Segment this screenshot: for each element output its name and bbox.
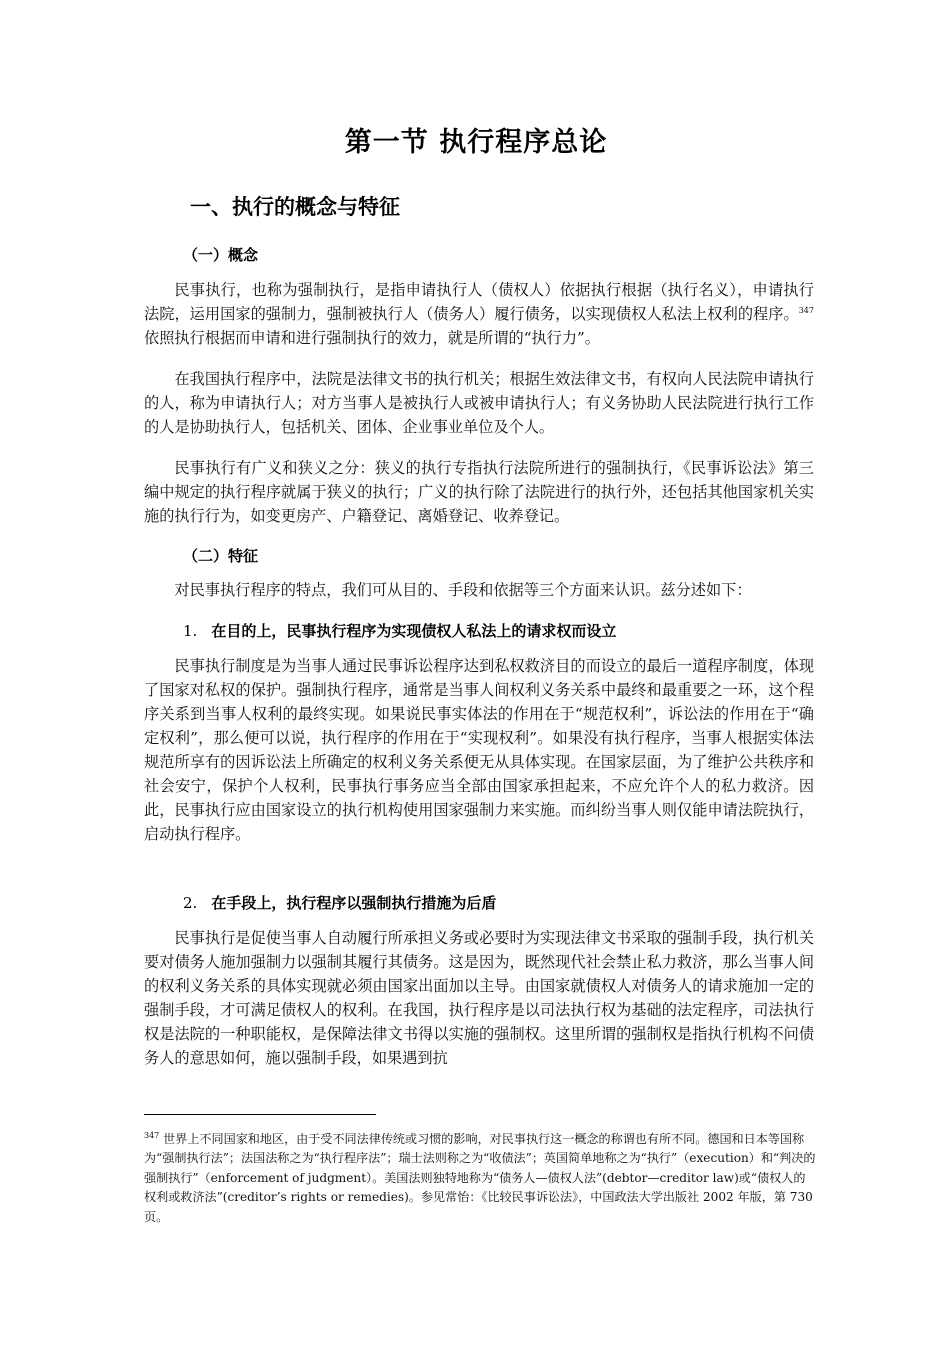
footnote xyxy=(144,1130,816,1227)
paragraph-definition xyxy=(144,278,814,350)
paragraph-execution-organs: 在我国执行程序中，法院是法律文书的执行机关；根据生效法律文书，有权向人民法院申请执行的人，称为申请执行人；对方当事人是被执行人或被申请执行人；有义务协助人民法院进行执行工作的人是协助执行人，包括机关、团体、企业事业单位及个人。 xyxy=(144,370,814,436)
footnote-marker[interactable]: 347 xyxy=(798,305,814,315)
paragraph-definition-tail: 依照执行根据而申请和进行强制执行的效力，就是所谓的“执行力”。 xyxy=(144,329,600,347)
numbered-heading-1 xyxy=(183,620,616,641)
paragraph-broad-narrow: 民事执行有广义和狭义之分：狭义的执行专指执行法院所进行的强制执行，《民事诉讼法》第三编中规定的执行程序就属于狭义的执行；广义的执行除了法院进行的执行外，还包括其他国家机关实施的执行行为，如变更房产、户籍登记、离婚登记、收养登记。 xyxy=(144,459,814,525)
paragraph-features-intro: 对民事执行程序的特点，我们可从目的、手段和依据等三个方面来认识。兹分述如下： xyxy=(174,581,752,599)
subsection-heading-concept: （一）概念 xyxy=(183,246,259,264)
paragraph-means: 民事执行是促使当事人自动履行所承担义务或必要时为实现法律文书采取的强制手段，执行机关要对债务人施加强制力以强制其履行其债务。这是因为，既然现代社会禁止私力救济，那么当事人间的权利义务关系的具体实现就必须由国家出面加以主导。由国家就债权人对债务人的请求施加一定的强制手段，才可满足债权人的权利。在我国，执行程序是以司法执行权为基础的法定程序，司法执行权是法院的一种职能权，是保障法律文书得以实施的强制权。这里所谓的强制权是指执行机构不问债务人的意思如何，施以强制手段，如果遇到抗 xyxy=(144,929,814,1067)
numbered-heading-1-text: 在目的上，民事执行程序为实现债权人私法上的请求权而设立 xyxy=(211,622,617,640)
numbered-heading-2 xyxy=(183,892,496,913)
numbered-heading-2-text: 在手段上，执行程序以强制执行措施为后盾 xyxy=(211,894,497,912)
page-title: 第一节 执行程序总论 xyxy=(344,127,608,158)
numbered-heading-2-number: 2. xyxy=(183,894,198,912)
paragraph-definition-text: 民事执行，也称为强制执行，是指申请执行人（债权人）依据执行根据（执行名义），申请执行法院，运用国家的强制力，强制被执行人（债务人）履行债务，以实现债权人私法上权利的程序。 xyxy=(144,281,814,323)
footnote-separator xyxy=(144,1114,376,1115)
subsection-heading-features: （二）特征 xyxy=(183,547,259,565)
section-heading: 一、执行的概念与特征 xyxy=(190,194,400,219)
numbered-heading-1-number: 1. xyxy=(183,622,198,640)
paragraph-purpose: 民事执行制度是为当事人通过民事诉讼程序达到私权救济目的而设立的最后一道程序制度，体现了国家对私权的保护。强制执行程序，通常是当事人间权利义务关系中最终和最重要之一环，这个程序关系到当事人权利的最终实现。如果说民事实体法的作用在于“规范权利”，诉讼法的作用在于“确定权利”，那么便可以说，执行程序的作用在于“实现权利”。如果没有执行程序，当事人根据实体法规范所享有的因诉讼法上所确定的权利义务关系便无从具体实现。在国家层面，为了维护公共秩序和社会安宁，保护个人权利，民事执行事务应当全部由国家承担起来，不应允许个人的私力救济。因此，民事执行应由国家设立的执行机构使用国家强制力来实施。而纠纷当事人则仅能申请法院执行，启动执行程序。 xyxy=(144,657,814,843)
footnote-number: 347 xyxy=(144,1130,160,1140)
footnote-text: 世界上不同国家和地区，由于受不同法律传统或习惯的影响，对民事执行这一概念的称谓也有所不同。德国和日本等国称为“强制执行法”；法国法称之为“执行程序法”；瑞士法则称之为“收债法”；英国简单地称之为“执行”（execution）和“判决的强制执行”（enforcement of judgment）。美国法则独特地称为“债务人—债权人法”(debtor—creditor law)或“债权人的权利或救济法”(creditor’s rights or remedies)。参见常怡：《比较民事诉讼法》，中国政法大学出版社 2002 年版，第 730 页。 xyxy=(144,1132,816,1224)
